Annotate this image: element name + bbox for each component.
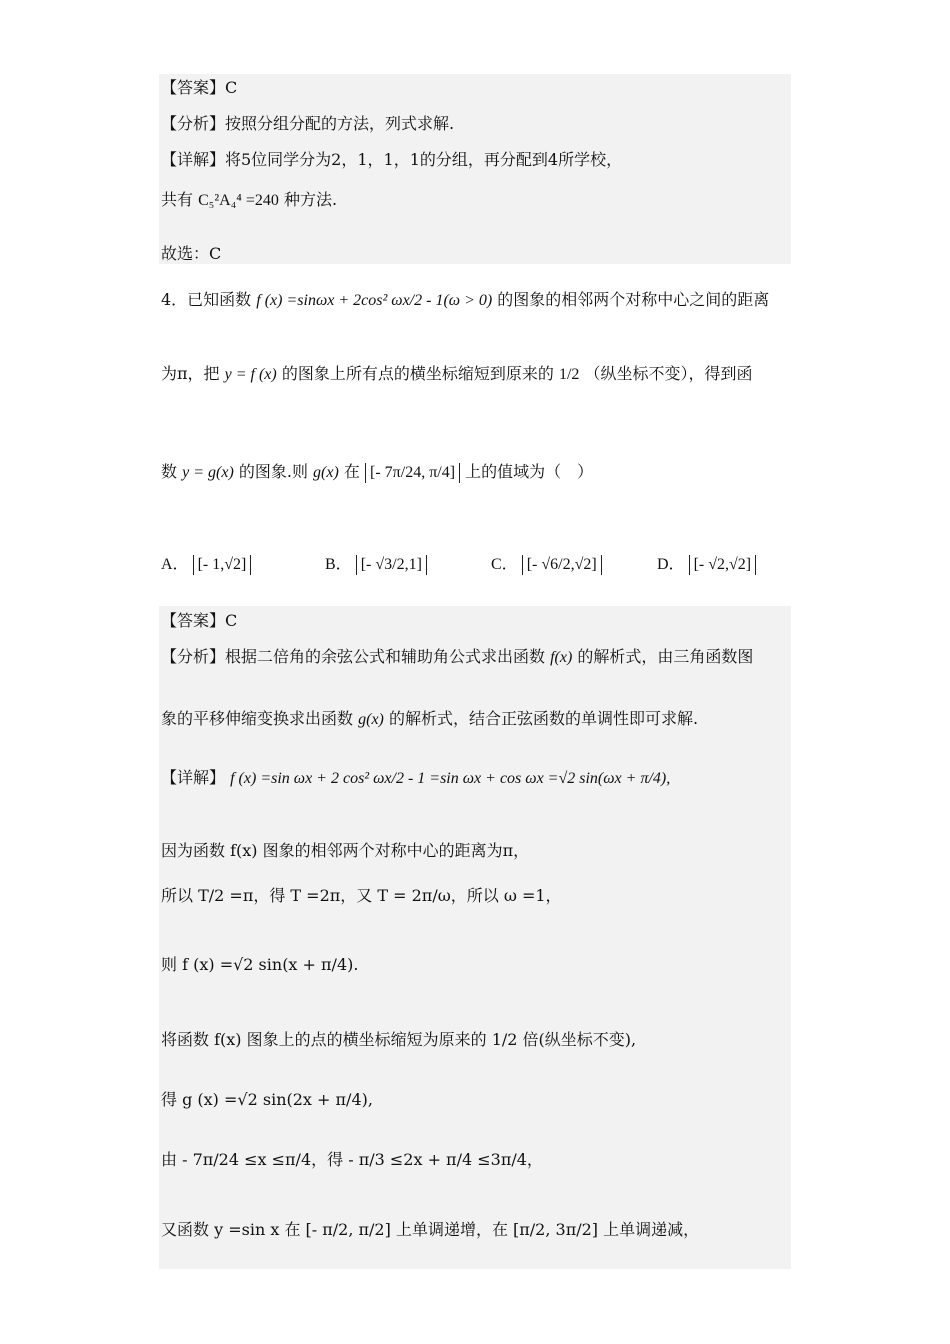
function-definition: f (x) =sinωx + 2cos² ωx/2 - 1(ω > 0) [256, 292, 493, 309]
analysis-4-line-2 [161, 709, 698, 730]
half-fraction: 1/2 [558, 366, 580, 383]
fx: f(x) [550, 649, 573, 666]
solution-line-5: 得 g (x) =√2 sin(2x + π/4), [161, 1090, 373, 1109]
q-line2-lead: 为π，把 [161, 364, 220, 383]
question-number: 4．已知函数 [161, 290, 252, 309]
analysis-4-lead: 象的平移伸缩变换求出函数 [161, 709, 354, 728]
solution-line-6: 由 - 7π/24 ≤x ≤π/4，得 - π/3 ≤2x + π/4 ≤3π/4， [161, 1150, 543, 1169]
question-4-line-2 [161, 364, 753, 385]
q-line3-tail: 上的值域为（ ） [465, 462, 594, 481]
gx-analysis: g(x) [358, 711, 384, 728]
choose-3: 故选：C [161, 244, 222, 263]
analysis-4-text: 【分析】根据二倍角的余弦公式和辅助角公式求出函数 [161, 647, 546, 666]
solution-line-2: 所以 T/2 =π，得 T =2π，又 T = 2π/ω，所以 ω =1， [161, 886, 562, 905]
option-c-label: C． [491, 556, 518, 573]
option-b-value: [- √3/2,1] [356, 555, 427, 575]
analysis-4-tail: 的解析式，由三角函数图 [577, 647, 754, 666]
option-a-value: [- 1,√2] [193, 555, 252, 575]
option-d-value: [- √2,√2] [689, 555, 757, 575]
detail-3-formula-line [161, 190, 337, 211]
gx: g(x) [313, 464, 339, 481]
y-eq-fx: y = f (x) [224, 366, 277, 383]
y-eq-gx: y = g(x) [182, 464, 234, 481]
answer-3: 【答案】C [161, 78, 238, 97]
combination-formula: C₅²A₄⁴ =240 [198, 192, 279, 209]
option-a-label: A． [161, 556, 189, 573]
q-line2-tail: （纵坐标不变），得到函 [584, 364, 753, 383]
analysis-4-tail-2: 的解析式，结合正弦函数的单调性即可求解. [388, 709, 699, 728]
formula-lead: 共有 [161, 190, 194, 209]
analysis-3: 【分析】按照分组分配的方法，列式求解. [161, 114, 455, 133]
solution-line-4: 将函数 f(x) 图象上的点的横坐标缩短为原来的 1/2 倍(纵坐标不变), [161, 1030, 637, 1049]
detail-4-expression: f (x) =sin ωx + 2 cos² ωx/2 - 1 =sin ωx + cos ωx =√2 sin(ωx + π/4), [230, 770, 671, 787]
solution-line-1: 因为函数 f(x) 图象的相邻两个对称中心的距离为π， [161, 841, 530, 860]
question-4-line-1 [161, 290, 769, 311]
solution-line-3: 则 f (x) =√2 sin(x + π/4). [161, 955, 359, 974]
q-line1-tail: 的图象的相邻两个对称中心之间的距离 [497, 290, 770, 309]
answer-4: 【答案】C [161, 611, 238, 630]
formula-tail: 种方法. [283, 190, 338, 209]
domain-interval: [- 7π/24, π/4] [365, 463, 460, 483]
option-b-label: B． [325, 556, 352, 573]
option-b[interactable] [325, 551, 427, 575]
detail-4 [161, 768, 670, 789]
q-line3-lead: 数 [161, 462, 178, 481]
question-4-line-3 [161, 462, 593, 483]
option-c[interactable] [491, 551, 602, 575]
q-line3-in: 在 [343, 462, 360, 481]
option-a[interactable] [161, 551, 251, 575]
solution-line-7: 又函数 y =sin x 在 [- π/2, π/2] 上单调递增，在 [π/2, 3π/2] 上单调递减， [161, 1220, 700, 1239]
option-c-value: [- √6/2,√2] [522, 555, 602, 575]
analysis-4-line-1 [161, 647, 753, 668]
q-line2-mid: 的图象上所有点的横坐标缩短到原来的 [281, 364, 554, 383]
option-d[interactable] [657, 551, 756, 575]
option-d-label: D． [657, 556, 685, 573]
detail-4-label: 【详解】 [161, 768, 226, 787]
q-line3-mid: 的图象.则 [238, 462, 308, 481]
detail-3: 【详解】将5位同学分为2，1，1，1的分组，再分配到4所学校， [161, 150, 623, 169]
